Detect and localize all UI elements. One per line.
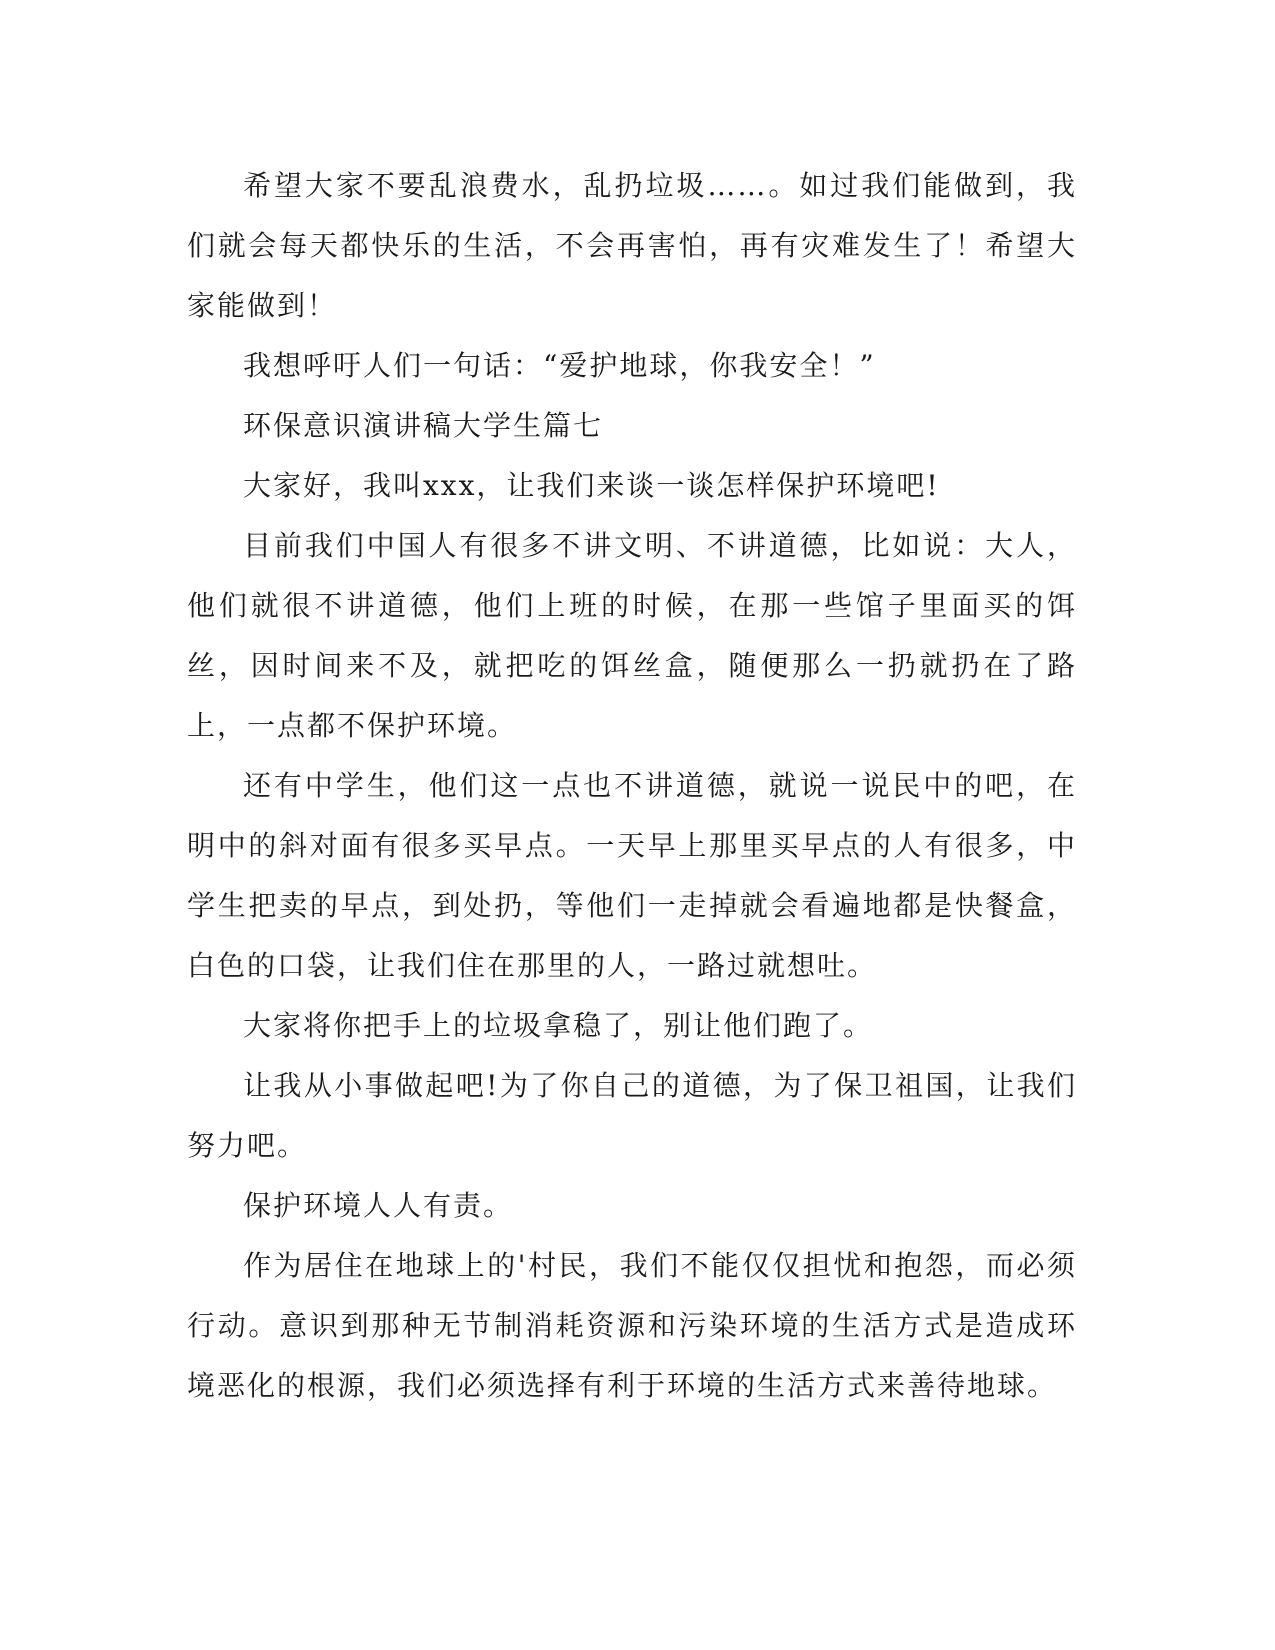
paragraph: 我想呼吁人们一句话：“爱护地球，你我安全！” bbox=[243, 349, 876, 382]
paragraph: 保护环境人人有责。 bbox=[243, 1189, 514, 1222]
paragraph: 大家好，我叫xxx，让我们来谈一谈怎样保护环境吧! bbox=[243, 469, 940, 502]
section-heading: 环保意识演讲稿大学生篇七 bbox=[243, 409, 604, 442]
paragraph: 大家将你把手上的垃圾拿稳了，别让他们跑了。 bbox=[243, 1009, 874, 1042]
document-body bbox=[187, 156, 1077, 1416]
paragraph: 目前我们中国人有很多不讲文明、不讲道德，比如说：大人，他们就很不讲道德，他们上班的时候，在那一些馆子里面买的饵丝，因时间来不及，就把吃的饵丝盒，随便那么一扔就扔在了路上，一点都不保护环境。 bbox=[187, 529, 1077, 742]
paragraph: 让我从小事做起吧!为了你自己的道德，为了保卫祖国，让我们努力吧。 bbox=[187, 1069, 1077, 1162]
paragraph: 希望大家不要乱浪费水，乱扔垃圾……。如过我们能做到，我们就会每天都快乐的生活，不会再害怕，再有灾难发生了！希望大家能做到！ bbox=[187, 169, 1077, 322]
paragraph: 作为居住在地球上的'村民，我们不能仅仅担忧和抱怨，而必须行动。意识到那种无节制消耗资源和污染环境的生活方式是造成环境恶化的根源，我们必须选择有利于环境的生活方式来善待地球。 bbox=[187, 1249, 1077, 1402]
paragraph: 还有中学生，他们这一点也不讲道德，就说一说民中的吧，在明中的斜对面有很多买早点。一天早上那里买早点的人有很多，中学生把卖的早点，到处扔，等他们一走掉就会看遍地都是快餐盒，白色的口袋，让我们住在那里的人，一路过就想吐。 bbox=[187, 769, 1077, 982]
